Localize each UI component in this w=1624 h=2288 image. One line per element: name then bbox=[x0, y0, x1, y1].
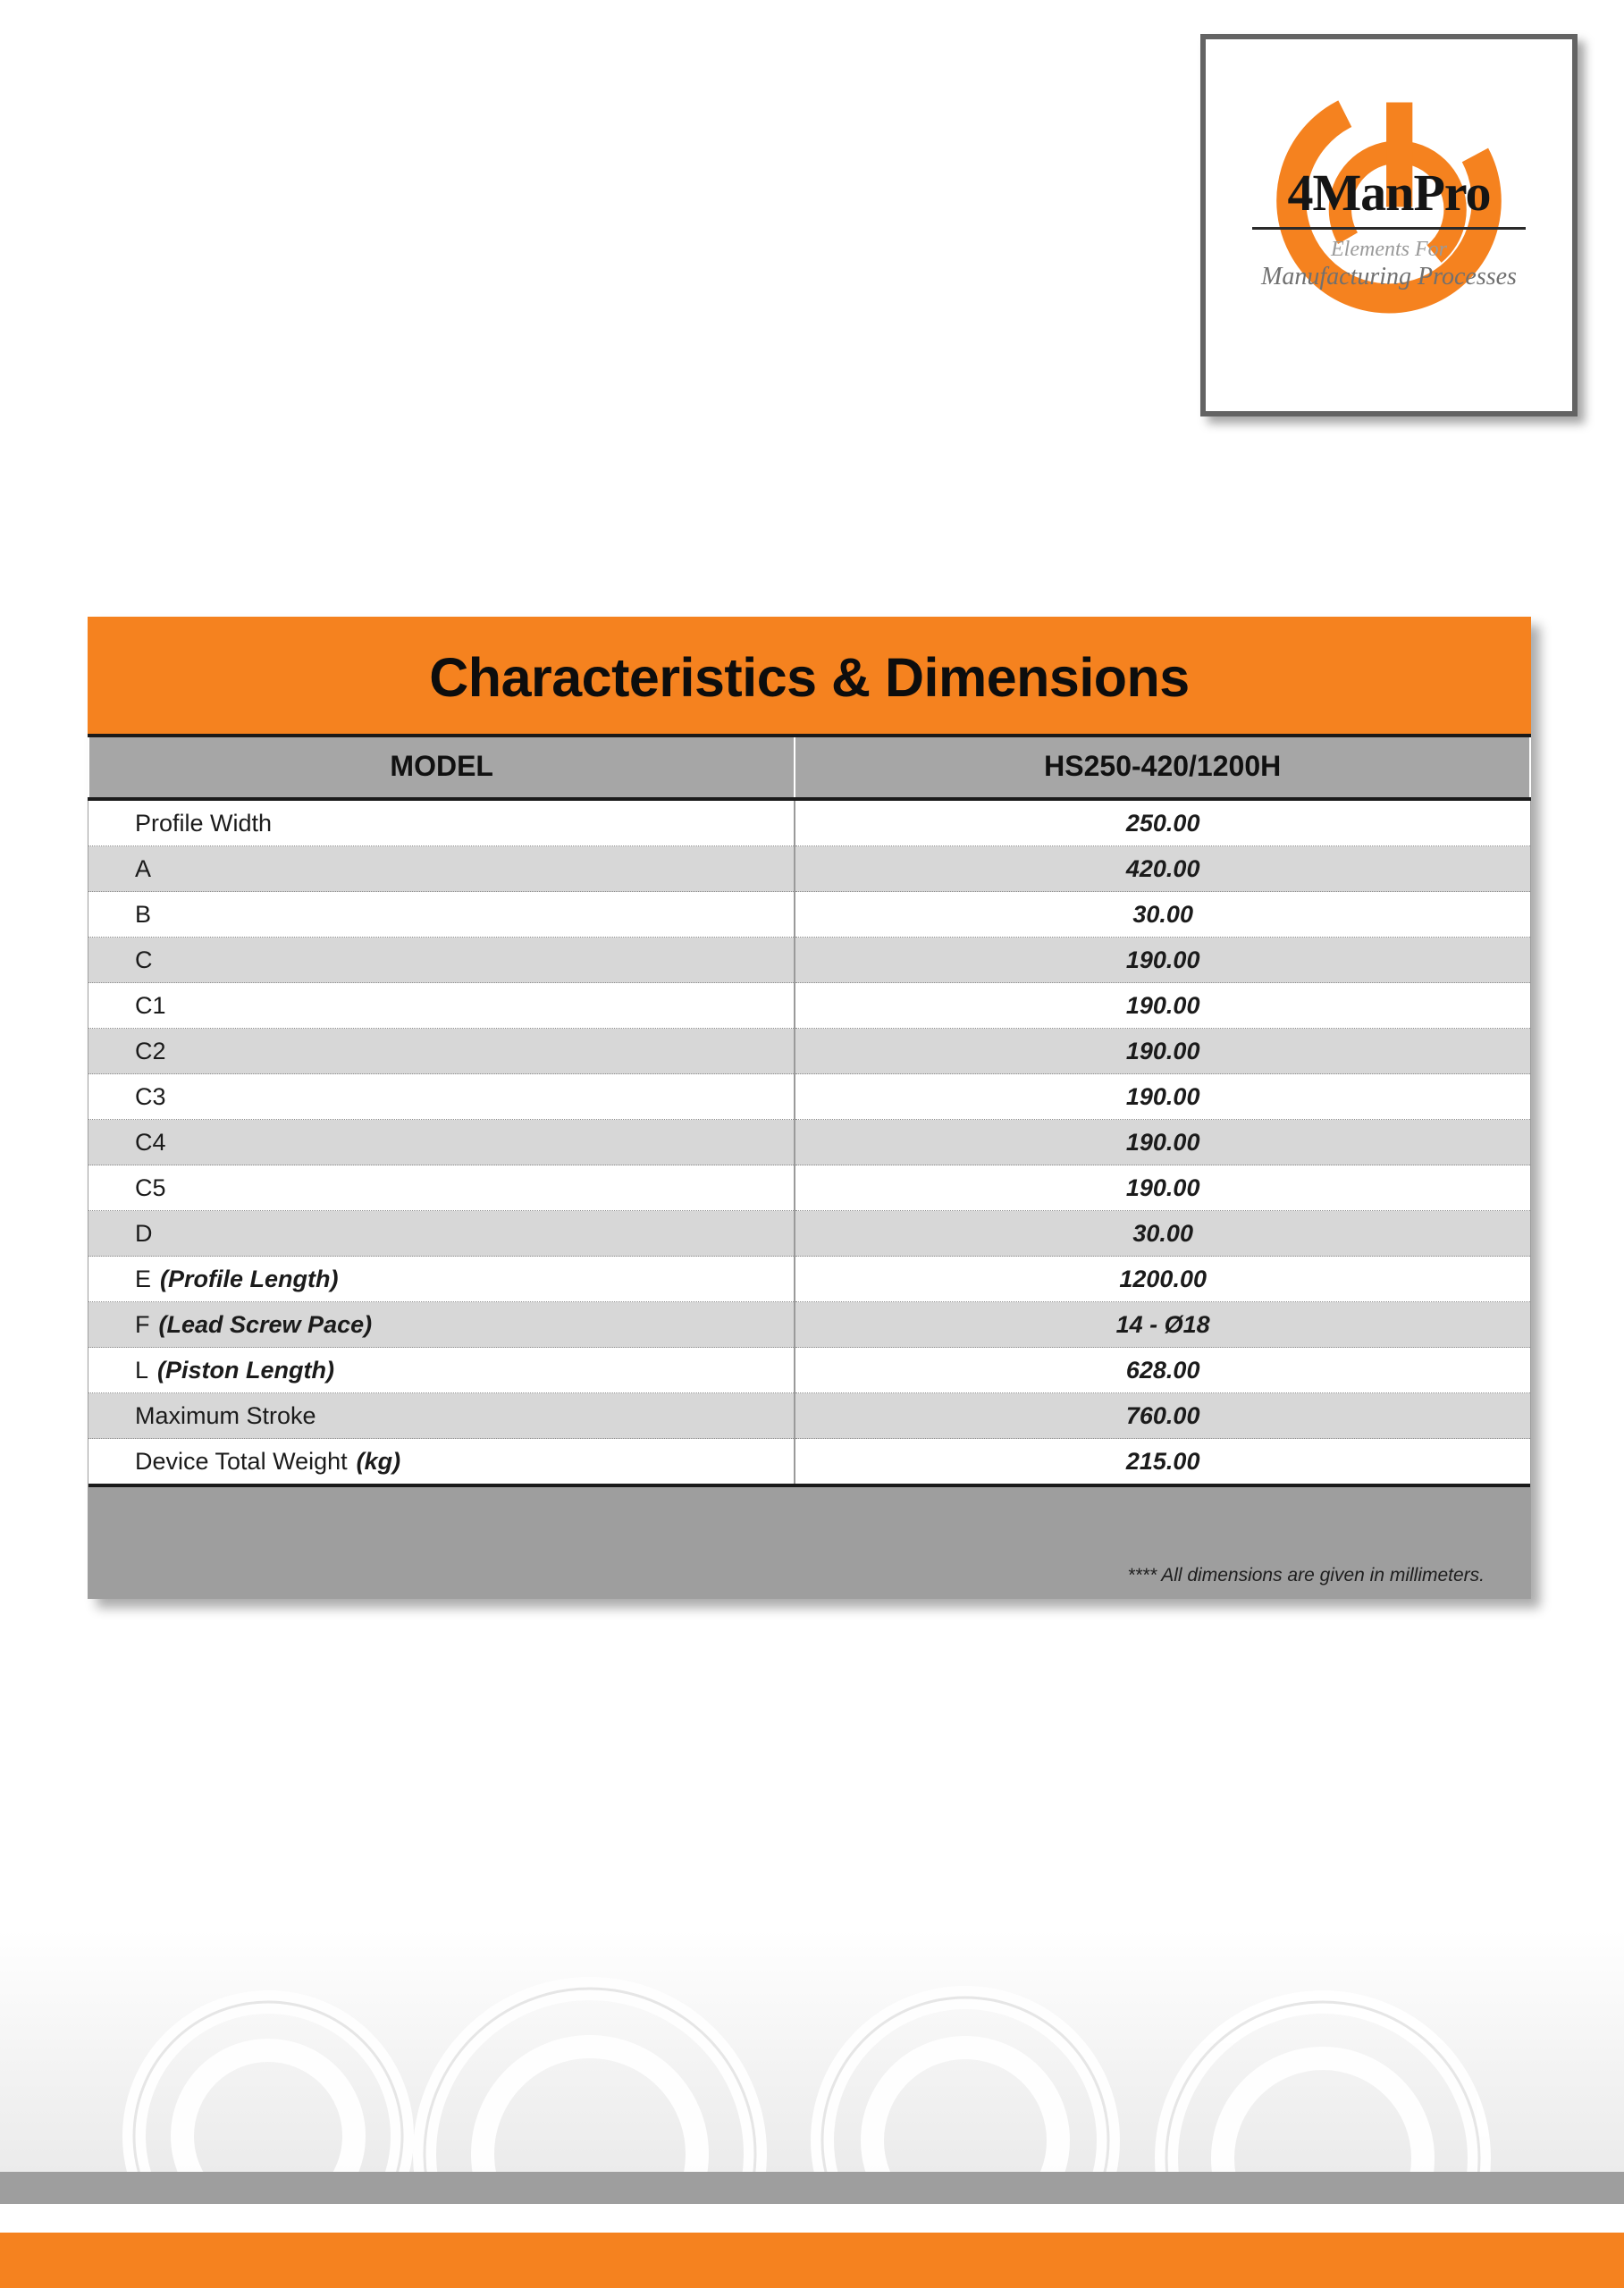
row-note: (Lead Screw Pace) bbox=[158, 1310, 373, 1338]
table-row bbox=[88, 1302, 1530, 1348]
row-label: C2 bbox=[88, 1029, 795, 1074]
specification-card bbox=[88, 617, 1531, 1599]
row-label: F (Lead Screw Pace) bbox=[88, 1302, 795, 1348]
page-footer-art bbox=[0, 1930, 1624, 2288]
specification-table bbox=[88, 734, 1531, 1487]
footer-swirl-icon bbox=[0, 1930, 1624, 2199]
table-row bbox=[88, 1120, 1530, 1165]
logo-wordmark: 4ManPro bbox=[1287, 164, 1491, 222]
logo-inner bbox=[1215, 48, 1563, 402]
row-label: C5 bbox=[88, 1165, 795, 1211]
table-row bbox=[88, 1029, 1530, 1074]
logo-tagline-1: Elements For bbox=[1331, 238, 1447, 261]
footer-band-white bbox=[0, 2204, 1624, 2234]
row-label: C bbox=[88, 938, 795, 983]
row-label: Device Total Weight (kg) bbox=[88, 1439, 795, 1486]
row-label: Profile Width bbox=[88, 799, 795, 846]
row-value: 628.00 bbox=[795, 1348, 1530, 1393]
footer-swirl-background bbox=[0, 1930, 1624, 2199]
row-value: 250.00 bbox=[795, 799, 1530, 846]
logo-divider bbox=[1252, 227, 1526, 230]
row-value: 1200.00 bbox=[795, 1257, 1530, 1302]
row-note: (kg) bbox=[356, 1447, 401, 1475]
logo-swirl-icon bbox=[1215, 48, 1563, 402]
row-value: 190.00 bbox=[795, 1165, 1530, 1211]
row-label: Maximum Stroke bbox=[88, 1393, 795, 1439]
table-row bbox=[88, 1348, 1530, 1393]
row-value: 190.00 bbox=[795, 1120, 1530, 1165]
card-footer bbox=[88, 1487, 1531, 1599]
company-logo bbox=[1200, 34, 1578, 416]
table-row bbox=[88, 892, 1530, 938]
row-value: 190.00 bbox=[795, 938, 1530, 983]
table-row bbox=[88, 799, 1530, 846]
table-row bbox=[88, 1074, 1530, 1120]
logo-tagline-2: Manufacturing Processes bbox=[1261, 263, 1517, 290]
column-header-model: MODEL bbox=[88, 736, 795, 799]
row-value: 760.00 bbox=[795, 1393, 1530, 1439]
row-label: C3 bbox=[88, 1074, 795, 1120]
row-value: 30.00 bbox=[795, 1211, 1530, 1257]
row-label: L (Piston Length) bbox=[88, 1348, 795, 1393]
row-value: 14 - Ø18 bbox=[795, 1302, 1530, 1348]
table-row bbox=[88, 983, 1530, 1029]
table-row bbox=[88, 846, 1530, 892]
row-value: 215.00 bbox=[795, 1439, 1530, 1486]
row-value: 190.00 bbox=[795, 1029, 1530, 1074]
row-value: 190.00 bbox=[795, 1074, 1530, 1120]
row-label: A bbox=[88, 846, 795, 892]
row-note: (Profile Length) bbox=[160, 1265, 339, 1292]
row-note: (Piston Length) bbox=[157, 1356, 334, 1384]
table-row bbox=[88, 1393, 1530, 1439]
table-row bbox=[88, 1439, 1530, 1486]
row-label: B bbox=[88, 892, 795, 938]
footer-band-gray bbox=[0, 2172, 1624, 2206]
row-value: 420.00 bbox=[795, 846, 1530, 892]
table-row bbox=[88, 938, 1530, 983]
column-header-value: HS250-420/1200H bbox=[795, 736, 1530, 799]
table-row bbox=[88, 1165, 1530, 1211]
row-value: 30.00 bbox=[795, 892, 1530, 938]
footnote: **** All dimensions are given in millimeters. bbox=[1127, 1565, 1485, 1586]
footer-band-orange bbox=[0, 2233, 1624, 2288]
table-body bbox=[88, 799, 1530, 1485]
row-label: D bbox=[88, 1211, 795, 1257]
table-row bbox=[88, 1211, 1530, 1257]
card-title: Characteristics & Dimensions bbox=[88, 617, 1531, 734]
row-label: E (Profile Length) bbox=[88, 1257, 795, 1302]
table-header-row bbox=[88, 736, 1530, 799]
table-row bbox=[88, 1257, 1530, 1302]
row-label: C1 bbox=[88, 983, 795, 1029]
row-label: C4 bbox=[88, 1120, 795, 1165]
row-value: 190.00 bbox=[795, 983, 1530, 1029]
